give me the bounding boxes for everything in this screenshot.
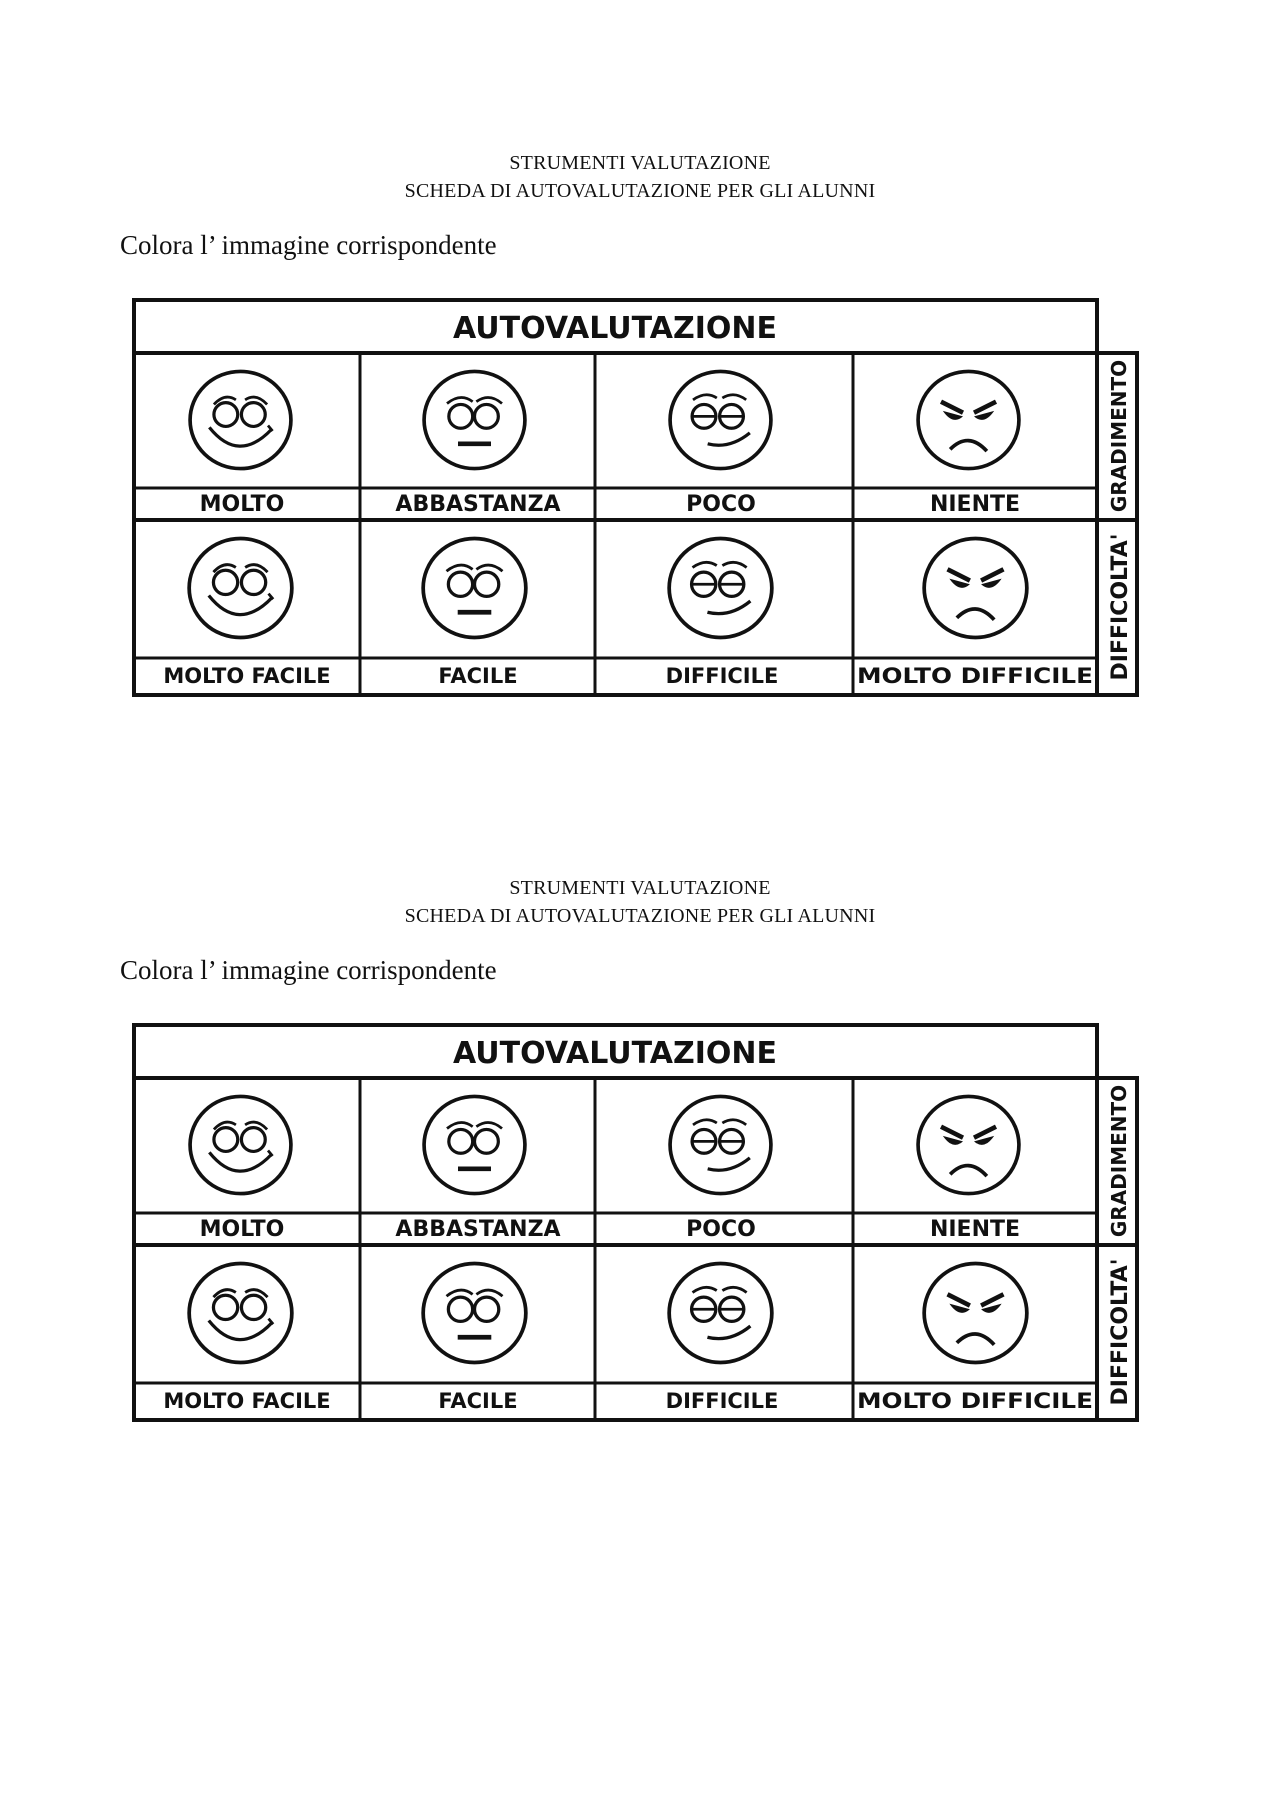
worksheet-2 — [0, 725, 1280, 1425]
row1-label-3: POCO — [686, 492, 756, 517]
self-assessment-table — [0, 725, 1280, 1425]
row2-label-3: DIFFICILE — [665, 1389, 779, 1413]
row1-label-4: NIENTE — [929, 492, 1021, 517]
row1-label-1: MOLTO — [199, 492, 285, 517]
sleepy-face-icon[interactable] — [669, 1264, 772, 1363]
row2-label-2: FACILE — [438, 664, 518, 688]
row2-label-2: FACILE — [438, 1389, 518, 1413]
instruction-text: Colora l’ immagine corrispondente — [120, 955, 497, 985]
row2-label-3: DIFFICILE — [665, 664, 779, 688]
sleepy-face-icon[interactable] — [670, 1096, 771, 1193]
instruction-text: Colora l’ immagine corrispondente — [120, 230, 497, 260]
heading-line2: SCHEDA DI AUTOVALUTAZIONE PER GLI ALUNNI — [404, 180, 876, 202]
angry-face-icon[interactable] — [924, 1264, 1027, 1363]
row1-label-3: POCO — [686, 1217, 756, 1242]
side-label-difficolta: DIFFICOLTA' — [1108, 1258, 1133, 1406]
very-happy-face-icon[interactable] — [189, 539, 292, 638]
angry-face-icon[interactable] — [918, 1096, 1019, 1193]
angry-face-icon[interactable] — [918, 371, 1019, 468]
row2-label-1: MOLTO FACILE — [163, 664, 331, 688]
row2-label-4: MOLTO DIFFICILE — [857, 1389, 1093, 1413]
very-happy-face-icon[interactable] — [190, 371, 291, 468]
row1-label-1: MOLTO — [199, 1217, 285, 1242]
row1-label-2: ABBASTANZA — [395, 1217, 561, 1242]
side-label-gradimento: GRADIMENTO — [1107, 1084, 1131, 1238]
side-label-gradimento: GRADIMENTO — [1107, 359, 1131, 513]
self-assessment-table — [0, 0, 1280, 700]
sleepy-face-icon[interactable] — [670, 371, 771, 468]
neutral-face-icon[interactable] — [423, 539, 526, 638]
angry-face-icon[interactable] — [924, 539, 1027, 638]
table-title: AUTOVALUTAZIONE — [453, 311, 777, 346]
heading-line1: STRUMENTI VALUTAZIONE — [509, 152, 771, 174]
side-label-difficolta: DIFFICOLTA' — [1108, 533, 1133, 681]
row1-label-2: ABBASTANZA — [395, 492, 561, 517]
row2-label-4: MOLTO DIFFICILE — [857, 664, 1093, 688]
neutral-face-icon[interactable] — [423, 1264, 526, 1363]
worksheet-1 — [0, 0, 1280, 700]
heading-line2: SCHEDA DI AUTOVALUTAZIONE PER GLI ALUNNI — [404, 905, 876, 927]
very-happy-face-icon[interactable] — [189, 1264, 292, 1363]
table-title: AUTOVALUTAZIONE — [453, 1036, 777, 1071]
neutral-face-icon[interactable] — [424, 371, 525, 468]
sleepy-face-icon[interactable] — [669, 539, 772, 638]
row2-label-1: MOLTO FACILE — [163, 1389, 331, 1413]
heading-line1: STRUMENTI VALUTAZIONE — [509, 877, 771, 899]
neutral-face-icon[interactable] — [424, 1096, 525, 1193]
very-happy-face-icon[interactable] — [190, 1096, 291, 1193]
row1-label-4: NIENTE — [929, 1217, 1021, 1242]
